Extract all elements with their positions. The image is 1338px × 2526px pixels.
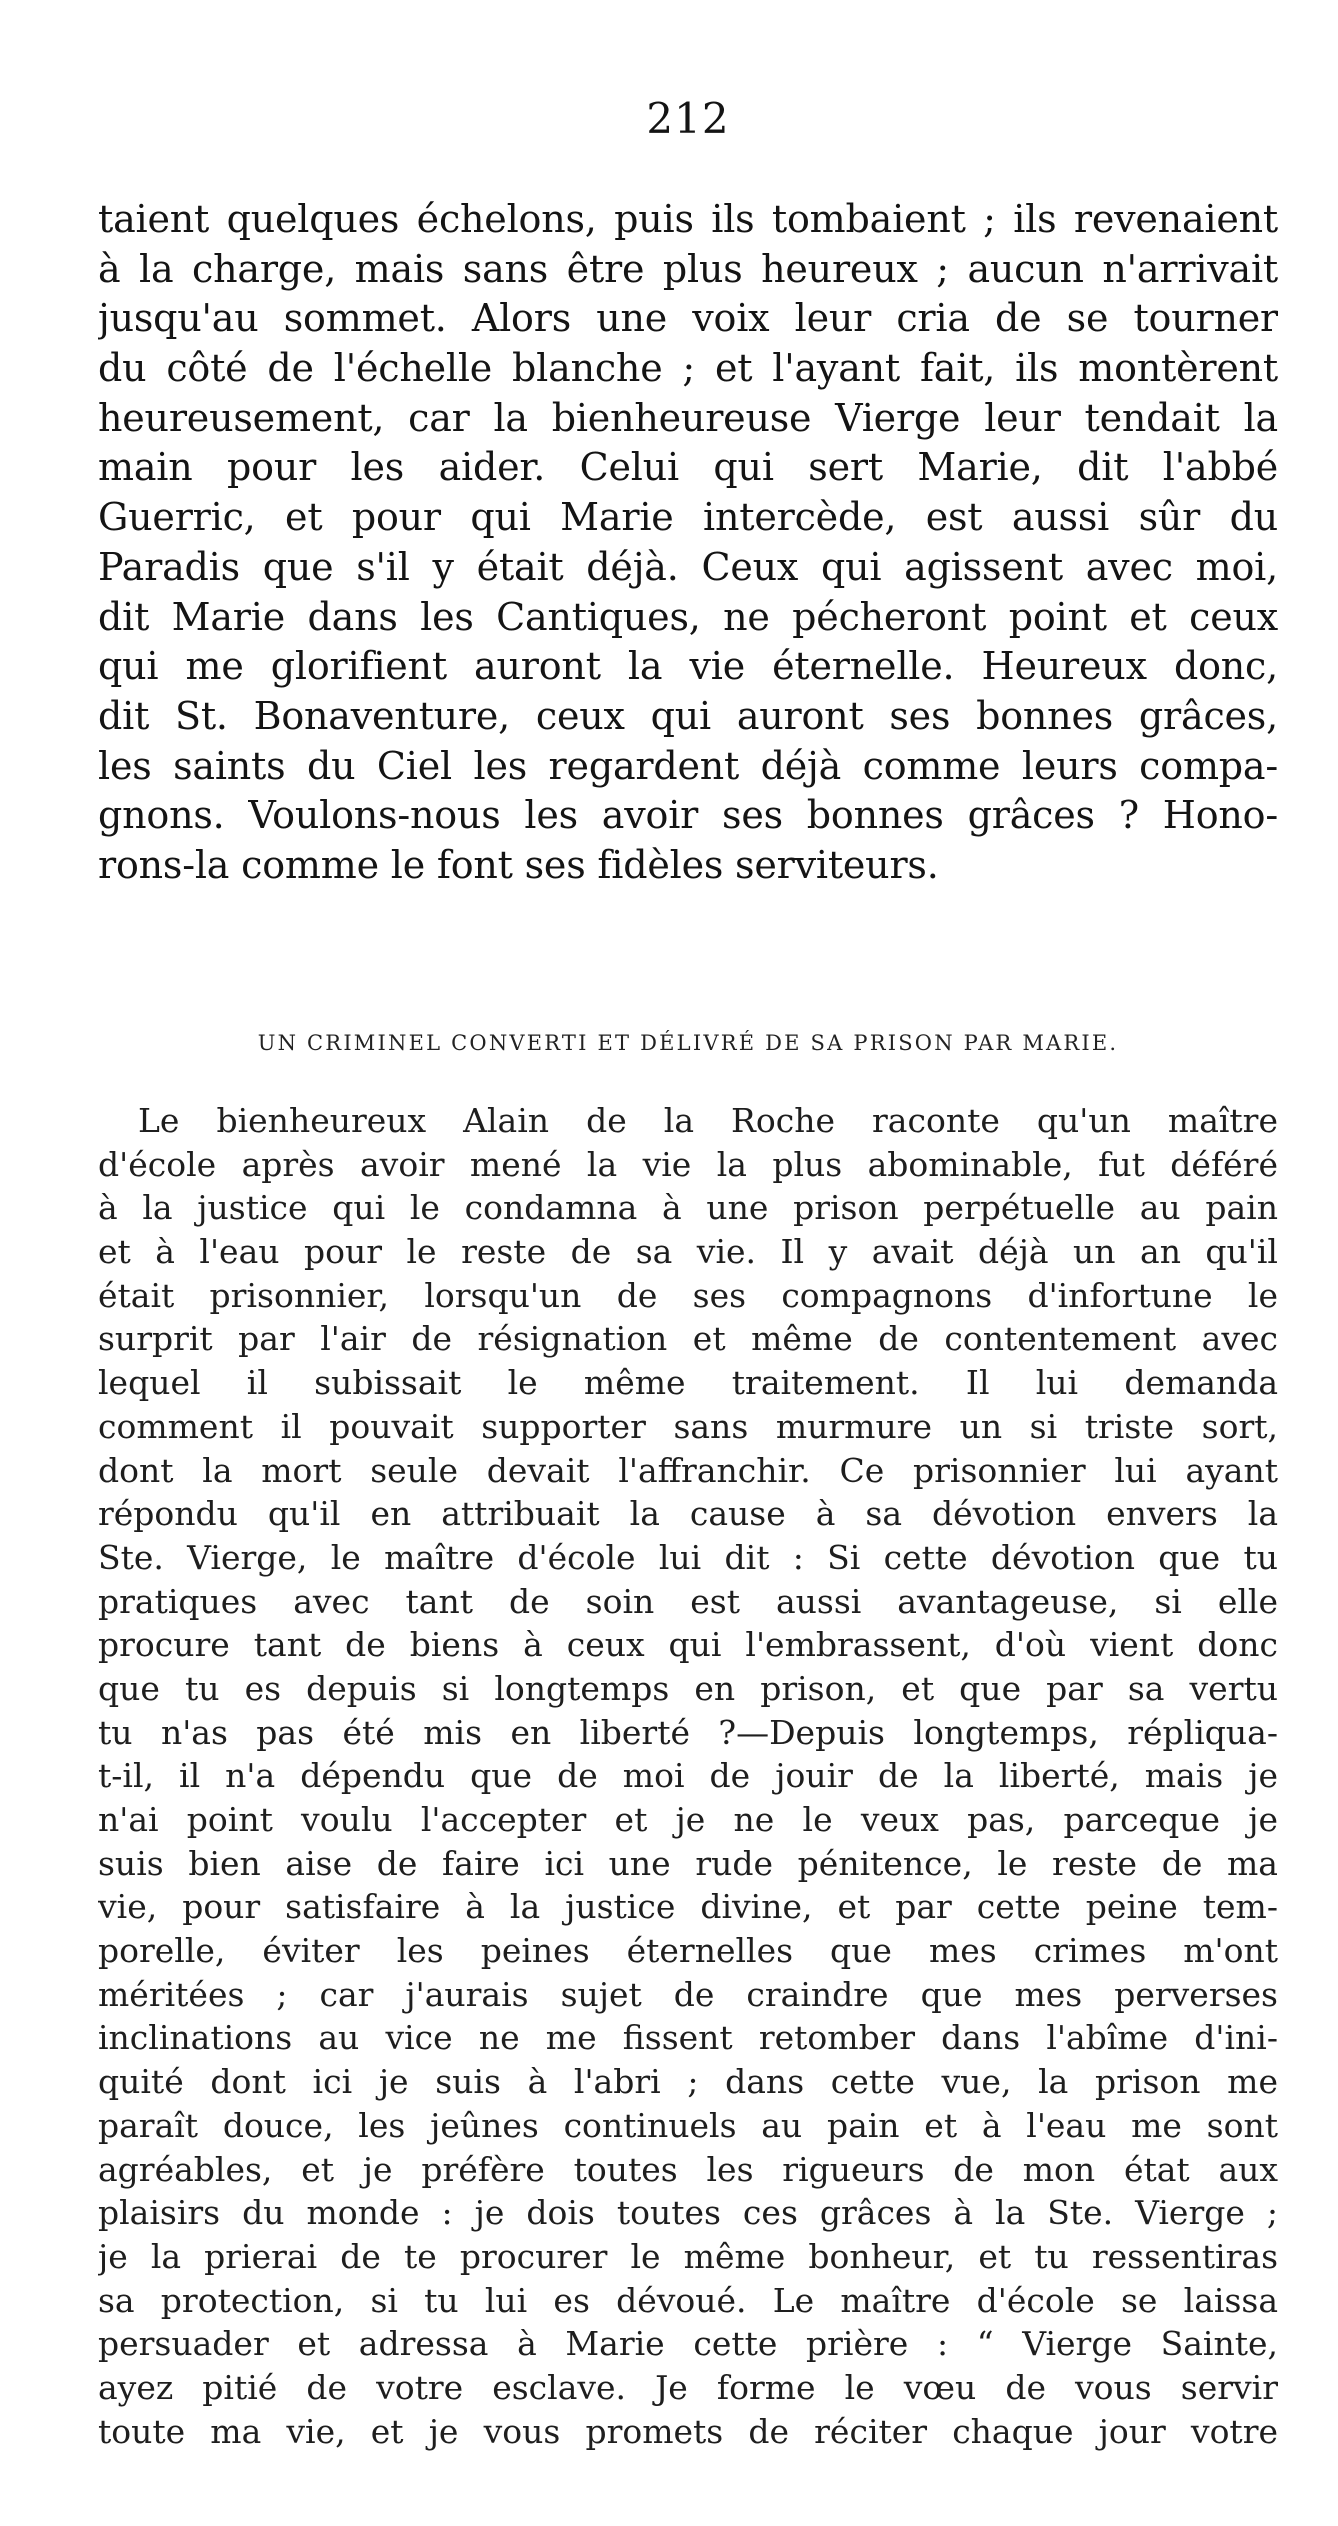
text-line: dont la mort seule devait l'affranchir. Ce prisonnier lui ayant xyxy=(98,1450,1278,1490)
text-line: taient quelques échelons, puis ils tombaient ; ils revenaient xyxy=(98,197,1278,241)
text-line: dit St. Bonaventure, ceux qui auront ses bonnes grâces, xyxy=(98,693,1278,738)
text-line: lequel il subissait le même traitement. Il lui demanda xyxy=(98,1363,1278,1403)
text-line: tu n'as pas été mis en liberté ?—Depuis longtemps, répliqua- xyxy=(98,1712,1278,1752)
text-line: plaisirs du monde : je dois toutes ces grâces à la Ste. Vierge ; xyxy=(98,2193,1278,2233)
text-line: dit Marie dans les Cantiques, ne pécheront point et ceux xyxy=(98,594,1278,639)
text-line: d'école après avoir mené la vie la plus abominable, fut déféré xyxy=(98,1144,1278,1184)
text-line: du côté de l'échelle blanche ; et l'ayant fait, ils montèrent xyxy=(98,346,1278,391)
text-line: paraît douce, les jeûnes continuels au pain et à l'eau me sont xyxy=(98,2105,1278,2145)
text-line: que tu es depuis si longtemps en prison, et que par sa vertu xyxy=(98,1668,1278,1708)
text-line: qui me glorifient auront la vie éternelle. Heureux donc, xyxy=(98,644,1278,689)
text-line: à la charge, mais sans être plus heureux ; aucun n'arrivait xyxy=(98,246,1278,291)
paragraph-2 xyxy=(98,1099,1278,2453)
text-line: ayez pitié de votre esclave. Je forme le vœu de vous servir xyxy=(98,2367,1278,2407)
text-line: quité dont ici je suis à l'abri ; dans cette vue, la prison me xyxy=(98,2062,1278,2102)
text-line: n'ai point voulu l'accepter et je ne le veux pas, parceque je xyxy=(98,1800,1278,1839)
text-line: Ste. Vierge, le maître d'école lui dit : Si cette dévotion que tu xyxy=(98,1537,1278,1577)
text-line: était prisonnier, lorsqu'un de ses compagnons d'infortune le xyxy=(98,1275,1278,1315)
text-line: pratiques avec tant de soin est aussi avantageuse, si elle xyxy=(98,1581,1278,1621)
text-line: gnons. Voulons-nous les avoir ses bonnes grâces ? Hono- xyxy=(98,793,1278,838)
text-line: Guerric, et pour qui Marie intercède, est aussi sûr du xyxy=(98,495,1278,540)
text-line: vie, pour satisfaire à la justice divine, et par cette peine tem- xyxy=(98,1887,1278,1927)
text-line: comment il pouvait supporter sans murmure un si triste sort, xyxy=(98,1406,1278,1446)
text-line: à la justice qui le condamna à une prison perpétuelle au pain xyxy=(98,1188,1278,1228)
text-line: persuader et adressa à Marie cette prière : “ Vierge Sainte, xyxy=(98,2324,1278,2364)
text-line: surprit par l'air de résignation et même de contentement avec xyxy=(98,1319,1278,1359)
text-line: jusqu'au sommet. Alors une voix leur cria de se tourner xyxy=(98,296,1278,341)
text-line: porelle, éviter les peines éternelles que mes crimes m'ont xyxy=(98,1931,1278,1971)
text-line: inclinations au vice ne me fissent retomber dans l'abîme d'ini- xyxy=(98,2018,1278,2058)
text-line: je la prierai de te procurer le même bonheur, et tu ressentiras xyxy=(98,2236,1278,2276)
text-line: heureusement, car la bienheureuse Vierge leur tendait la xyxy=(98,395,1278,440)
text-line: rons-la comme le font ses fidèles serviteurs. xyxy=(98,842,939,887)
book-page xyxy=(98,95,1278,2455)
text-line: les saints du Ciel les regardent déjà comme leurs compa- xyxy=(98,743,1278,788)
section-heading: UN CRIMINEL CONVERTI ET DÉLIVRÉ DE SA PRISON PAR MARIE. xyxy=(257,1031,1119,1055)
text-line: agréables, et je préfère toutes les rigueurs de mon état aux xyxy=(98,2149,1278,2189)
text-line: t-il, il n'a dépendu que de moi de jouir de la liberté, mais je xyxy=(98,1756,1278,1796)
text-line: main pour les aider. Celui qui sert Marie, dit l'abbé xyxy=(98,445,1278,490)
text-line: toute ma vie, et je vous promets de réciter chaque jour votre xyxy=(98,2411,1278,2451)
text-line: sa protection, si tu lui es dévoué. Le maître d'école se laissa xyxy=(98,2280,1278,2320)
text-line: suis bien aise de faire ici une rude pénitence, le reste de ma xyxy=(98,1843,1278,1883)
paragraph-1 xyxy=(98,195,1278,891)
text-line: procure tant de biens à ceux qui l'embrassent, d'où vient donc xyxy=(98,1625,1278,1665)
text-line: Le bienheureux Alain de la Roche raconte qu'un maître xyxy=(138,1101,1278,1140)
text-line: et à l'eau pour le reste de sa vie. Il y avait déjà un an qu'il xyxy=(98,1232,1278,1272)
text-line: répondu qu'il en attribuait la cause à sa dévotion envers la xyxy=(98,1494,1278,1534)
text-line: Paradis que s'il y était déjà. Ceux qui agissent avec moi, xyxy=(98,544,1278,589)
page-number: 212 xyxy=(646,94,730,143)
text-line: méritées ; car j'aurais sujet de craindre que mes perverses xyxy=(98,1974,1278,2014)
